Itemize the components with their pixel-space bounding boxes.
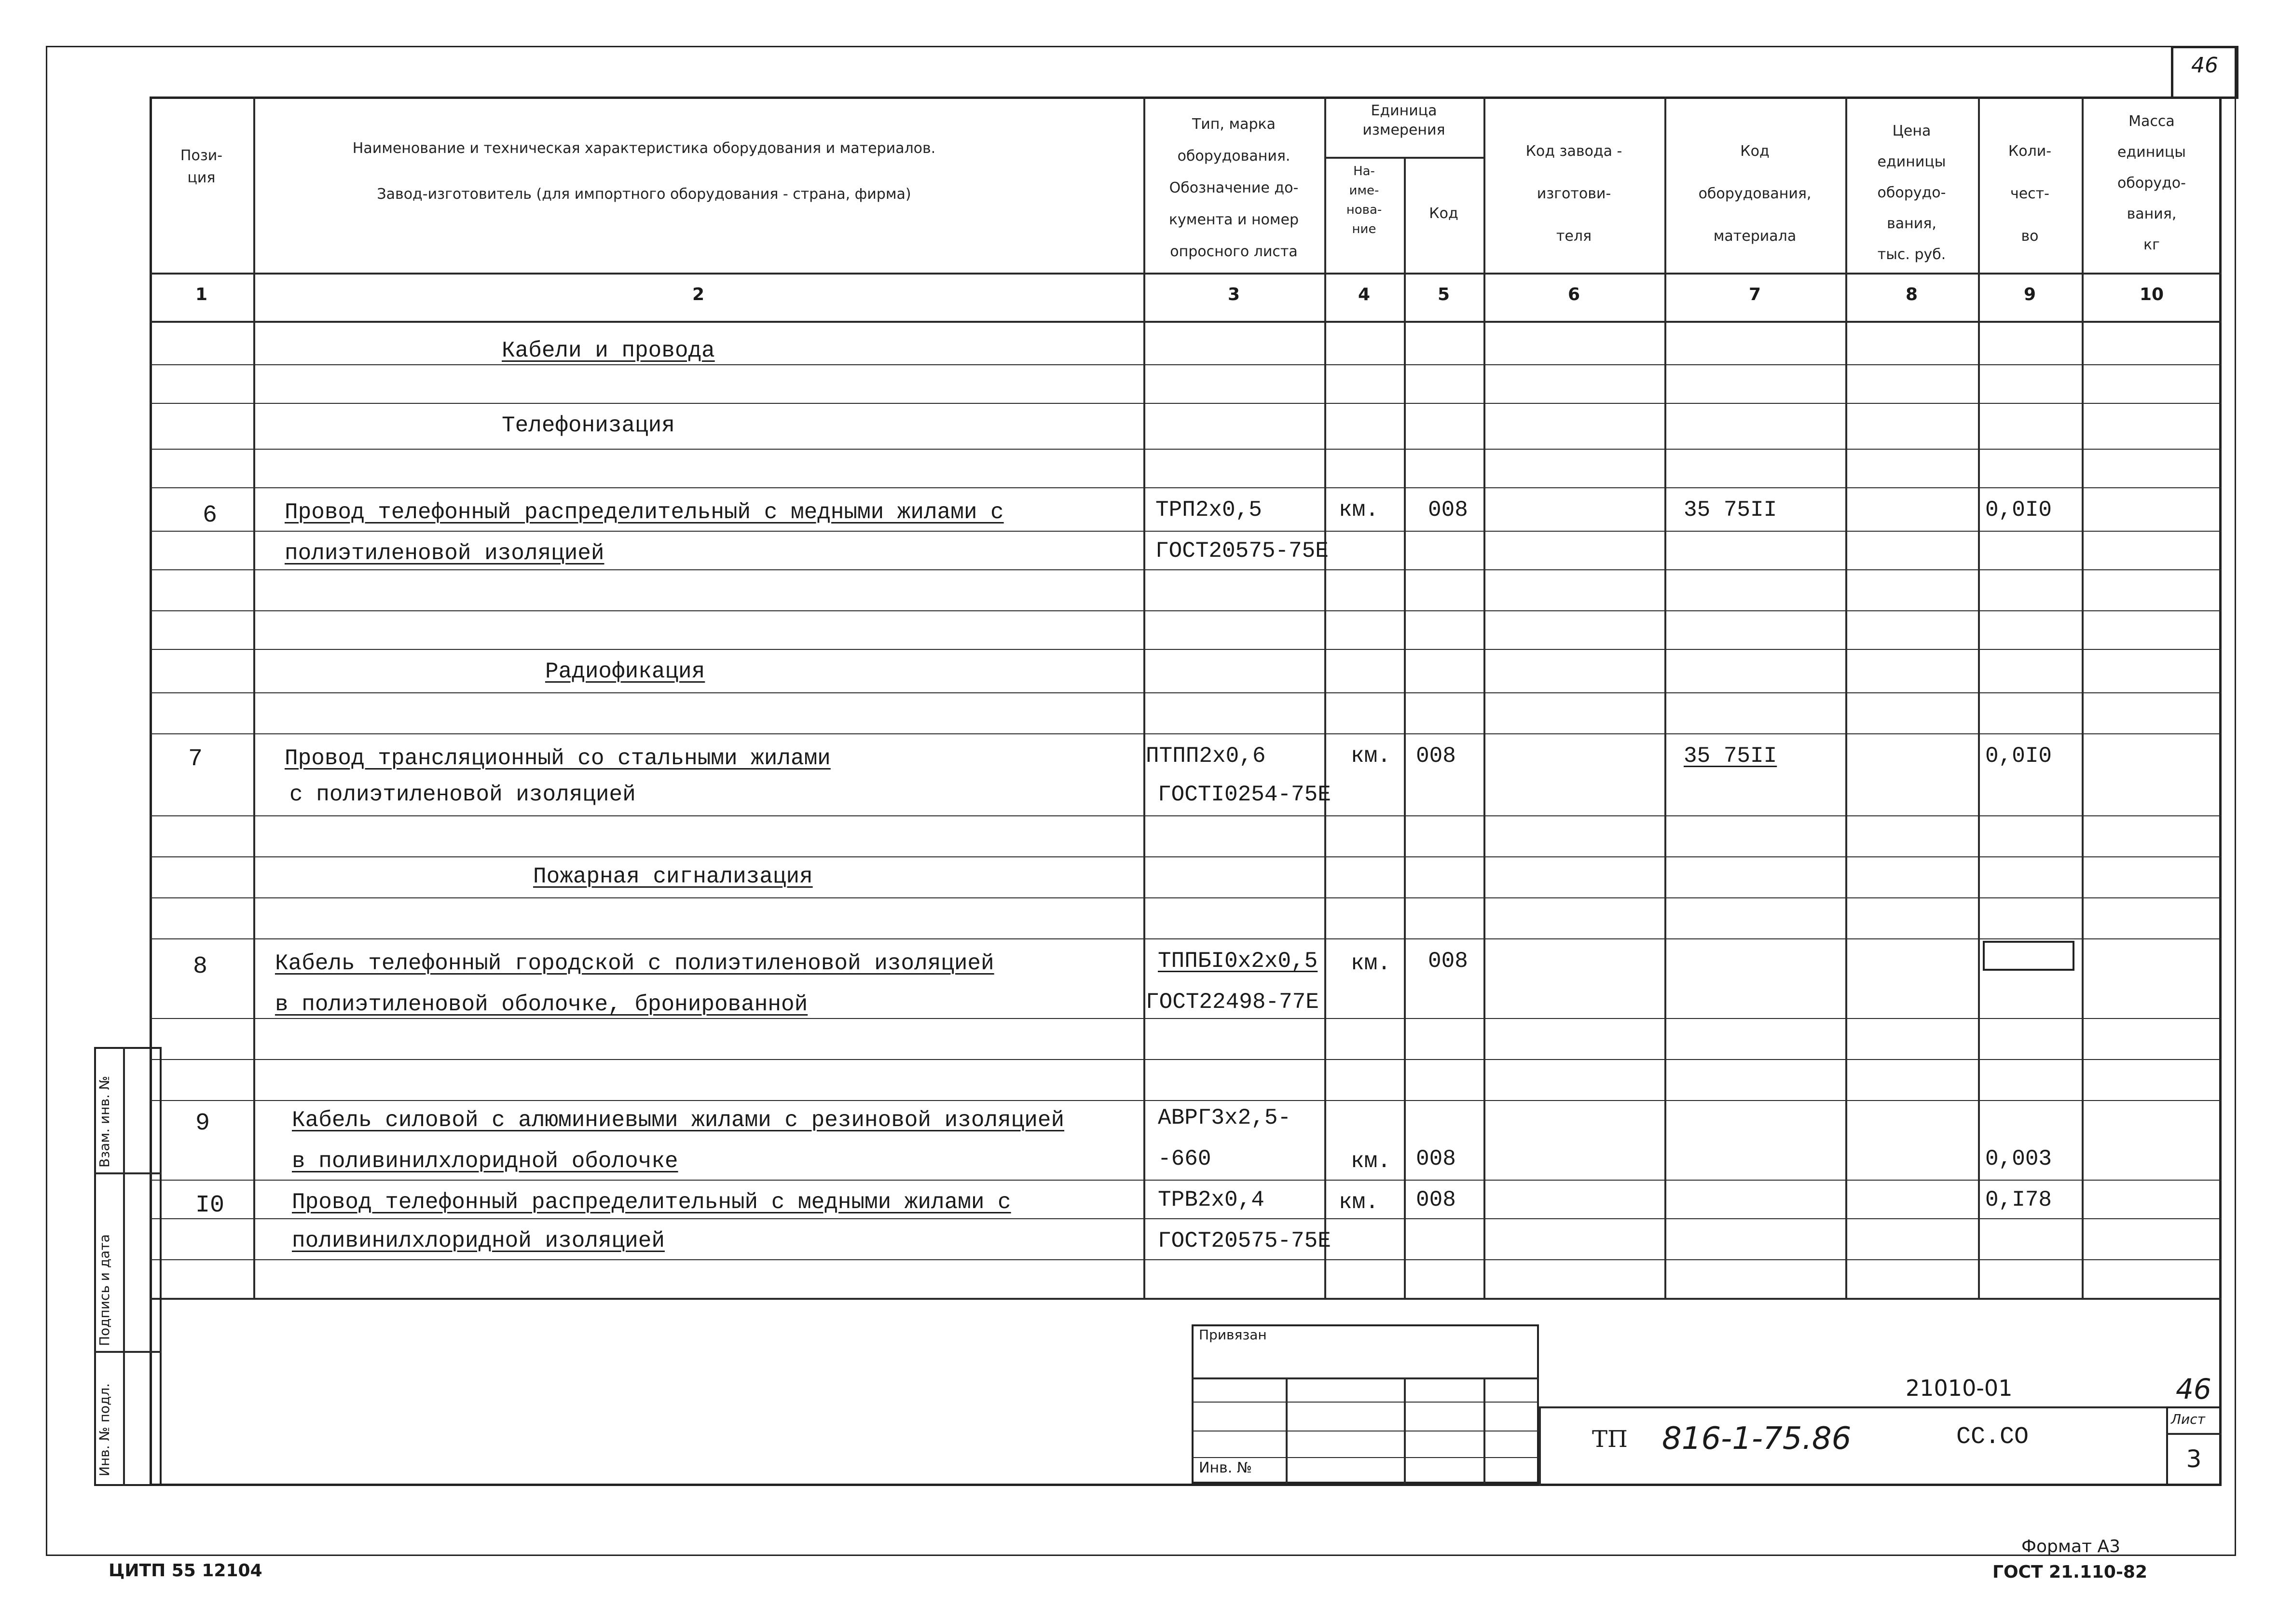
project-code: 816-1-75.86 xyxy=(1662,1421,1852,1457)
row-type: ТРП2х0,5 xyxy=(1155,497,1262,523)
side-label-vzam: Взам. инв. № xyxy=(96,1075,112,1168)
body-bottom-line xyxy=(150,1298,2222,1300)
row-line xyxy=(150,733,2222,734)
colnum-8: 8 xyxy=(1905,285,1918,304)
colnum-5: 5 xyxy=(1437,285,1450,304)
row-unit-code: 008 xyxy=(1428,949,1468,974)
row-type-doc: -660 xyxy=(1158,1146,1211,1171)
binding-stamp-line xyxy=(1192,1457,1539,1458)
sheet-number-top: 46 xyxy=(2191,53,2218,78)
colnum-10: 10 xyxy=(2139,285,2164,304)
header-plant-code: Код завода - изготови- теля xyxy=(1525,143,1622,245)
row-name-cont: в полиэтиленовой оболочке, бронированной xyxy=(275,992,808,1017)
row-name-cont: в поливинилхлоридной оболочке xyxy=(292,1149,678,1174)
row-line xyxy=(150,364,2222,365)
row-line xyxy=(150,1059,2222,1060)
col-line-2 xyxy=(1143,96,1145,1298)
row-position: I0 xyxy=(195,1192,224,1219)
colnum-4: 4 xyxy=(1358,285,1371,304)
colnum-2: 2 xyxy=(692,285,705,304)
row-type-doc: ГОСТ22498-77Е xyxy=(1146,990,1319,1015)
row-quantity: 0,0I0 xyxy=(1985,497,2052,523)
header-mass: Масса единицы оборудо- вания, кг xyxy=(2117,113,2186,253)
row-line xyxy=(150,897,2222,898)
row-unit-code: 008 xyxy=(1416,1187,1456,1212)
document-mark: СС.СО xyxy=(1956,1423,2029,1451)
title-block-top xyxy=(1539,1406,2222,1408)
row-name: Провод трансляционный со стальными жилами xyxy=(285,746,831,771)
sheet-label: Лист xyxy=(2171,1411,2205,1427)
row-type: ТППБI0х2х0,5 xyxy=(1158,949,1318,974)
colnum-6: 6 xyxy=(1567,285,1580,304)
col-line-4 xyxy=(1404,157,1406,1298)
row-line xyxy=(150,487,2222,488)
row-name-cont: полиэтиленовой изоляцией xyxy=(285,541,604,566)
sheet-corner-number: 46 xyxy=(2176,1373,2211,1405)
row-line xyxy=(150,938,2222,939)
col-line-8 xyxy=(1978,96,1980,1298)
inv-no-label: Инв. № xyxy=(1199,1459,1252,1476)
row-name: Кабель силовой с алюминиевыми жилами с резиновой изоляцией xyxy=(292,1108,1065,1133)
row-line xyxy=(150,692,2222,693)
row-unit: км. xyxy=(1339,497,1379,523)
row-type-doc: ГОСТ20575-75Е xyxy=(1155,538,1329,564)
row-unit: км. xyxy=(1339,1190,1379,1215)
header-unit-name: На- име- нова- ние xyxy=(1346,164,1382,236)
section-radio: Радиофикация xyxy=(545,659,705,684)
side-stamp-line xyxy=(94,1172,162,1174)
row-unit: км. xyxy=(1351,951,1391,976)
colnum-7: 7 xyxy=(1748,285,1761,304)
section-telephone: Телефонизация xyxy=(502,413,675,438)
header-type: Тип, марка оборудования. Обозначение до- кумента и номер опросного листа xyxy=(1168,116,1299,260)
binding-stamp-col xyxy=(1404,1377,1406,1484)
side-label-inv-podl: Инв. № подл. xyxy=(96,1383,112,1476)
row-type: ТРВ2х0,4 xyxy=(1158,1187,1264,1212)
row-name: Кабель телефонный городской с полиэтиленовой изоляцией xyxy=(275,951,994,976)
header-price: Цена единицы оборудо- вания, тыс. руб. xyxy=(1877,123,1946,263)
side-stamp-divider xyxy=(123,1047,125,1486)
sheet-box-line xyxy=(2166,1433,2222,1435)
row-type: ПТПП2х0,6 xyxy=(1146,743,1266,769)
row-line xyxy=(150,569,2222,570)
row-line xyxy=(150,531,2222,532)
row-unit-code: 008 xyxy=(1428,497,1468,523)
header-name-line1: Наименование и техническая характеристика оборудования и материалов. xyxy=(352,140,936,157)
header-bottom-line xyxy=(150,273,2222,275)
colnum-1: 1 xyxy=(195,285,208,304)
row-unit: км. xyxy=(1351,1149,1391,1174)
row-name: Провод телефонный распределительный с медными жилами с xyxy=(292,1190,1011,1215)
row-name: Провод телефонный распределительный с медными жилами с xyxy=(285,500,1004,525)
row-unit-code: 008 xyxy=(1416,743,1456,769)
row-type-doc: ГОСТ20575-75Е xyxy=(1158,1228,1331,1253)
header-name-line2: Завод-изготовитель (для импортного оборудования - страна, фирма) xyxy=(377,186,911,203)
header-position: Пози- ция xyxy=(180,147,223,186)
row-material-code: 35 75II xyxy=(1684,743,1777,769)
header-quantity: Коли- чест- во xyxy=(2008,143,2052,245)
row-line xyxy=(150,1259,2222,1260)
colnum-3: 3 xyxy=(1227,285,1240,304)
col-line-3 xyxy=(1324,96,1326,1298)
col-line-9 xyxy=(2082,96,2084,1298)
row-material-code: 35 75II xyxy=(1684,497,1777,523)
row-line xyxy=(150,815,2222,816)
side-stamp-line xyxy=(94,1351,162,1353)
colnum-9: 9 xyxy=(2023,285,2036,304)
section-cables: Кабели и провода xyxy=(502,338,715,363)
header-unit: Единица измерения xyxy=(1362,102,1445,138)
row-type-doc: ГОСТI0254-75Е xyxy=(1158,782,1331,807)
row-position: 9 xyxy=(195,1110,210,1137)
footer-gost: ГОСТ 21.110-82 xyxy=(1992,1562,2148,1582)
tp-label: ТП xyxy=(1592,1426,1628,1453)
colnum-bottom-line xyxy=(150,321,2222,323)
row-line xyxy=(150,649,2222,650)
row-line xyxy=(150,449,2222,450)
row-name-cont: поливинилхлоридной изоляцией xyxy=(292,1228,665,1253)
row-unit-code: 008 xyxy=(1416,1146,1456,1171)
footer-left: ЦИТП 55 12104 xyxy=(109,1561,262,1581)
binding-stamp-line xyxy=(1192,1402,1539,1403)
document-number: 21010-01 xyxy=(1906,1375,2013,1401)
row-quantity: 0,003 xyxy=(1985,1146,2052,1171)
row-unit: км. xyxy=(1351,743,1391,769)
sheet-number: 3 xyxy=(2186,1445,2202,1473)
row-line xyxy=(150,1100,2222,1101)
col-line-6 xyxy=(1664,96,1666,1298)
binding-stamp-col xyxy=(1483,1377,1485,1484)
row-position: 6 xyxy=(202,502,217,529)
row-line xyxy=(150,1018,2222,1019)
row-line xyxy=(150,610,2222,611)
row-position: 7 xyxy=(188,745,203,773)
row-position: 8 xyxy=(192,953,207,980)
row-name-cont: с полиэтиленовой изоляцией xyxy=(289,782,636,807)
empty-quantity-box xyxy=(1983,941,2074,971)
header-unit-code: Код xyxy=(1429,205,1458,222)
header-material-code: Код оборудования, материала xyxy=(1698,143,1812,245)
row-line xyxy=(150,1218,2222,1219)
row-line xyxy=(150,856,2222,857)
row-type: АВРГ3х2,5- xyxy=(1158,1105,1291,1130)
row-quantity: 0,0I0 xyxy=(1985,743,2052,769)
footer-format: Формат А3 xyxy=(2021,1537,2121,1556)
binding-label: Привязан xyxy=(1199,1327,1267,1343)
side-label-podpis: Подпись и дата xyxy=(96,1234,112,1346)
col-line-5 xyxy=(1483,96,1485,1298)
row-line xyxy=(150,1180,2222,1181)
title-block-left xyxy=(1539,1406,1541,1486)
col-line-7 xyxy=(1845,96,1847,1298)
row-line xyxy=(150,403,2222,404)
col-line-1 xyxy=(253,96,255,1298)
row-quantity: 0,I78 xyxy=(1985,1187,2052,1212)
binding-stamp-col xyxy=(1286,1377,1288,1484)
section-fire: Пожарная сигнализация xyxy=(533,864,813,889)
binding-stamp-line xyxy=(1192,1377,1539,1379)
